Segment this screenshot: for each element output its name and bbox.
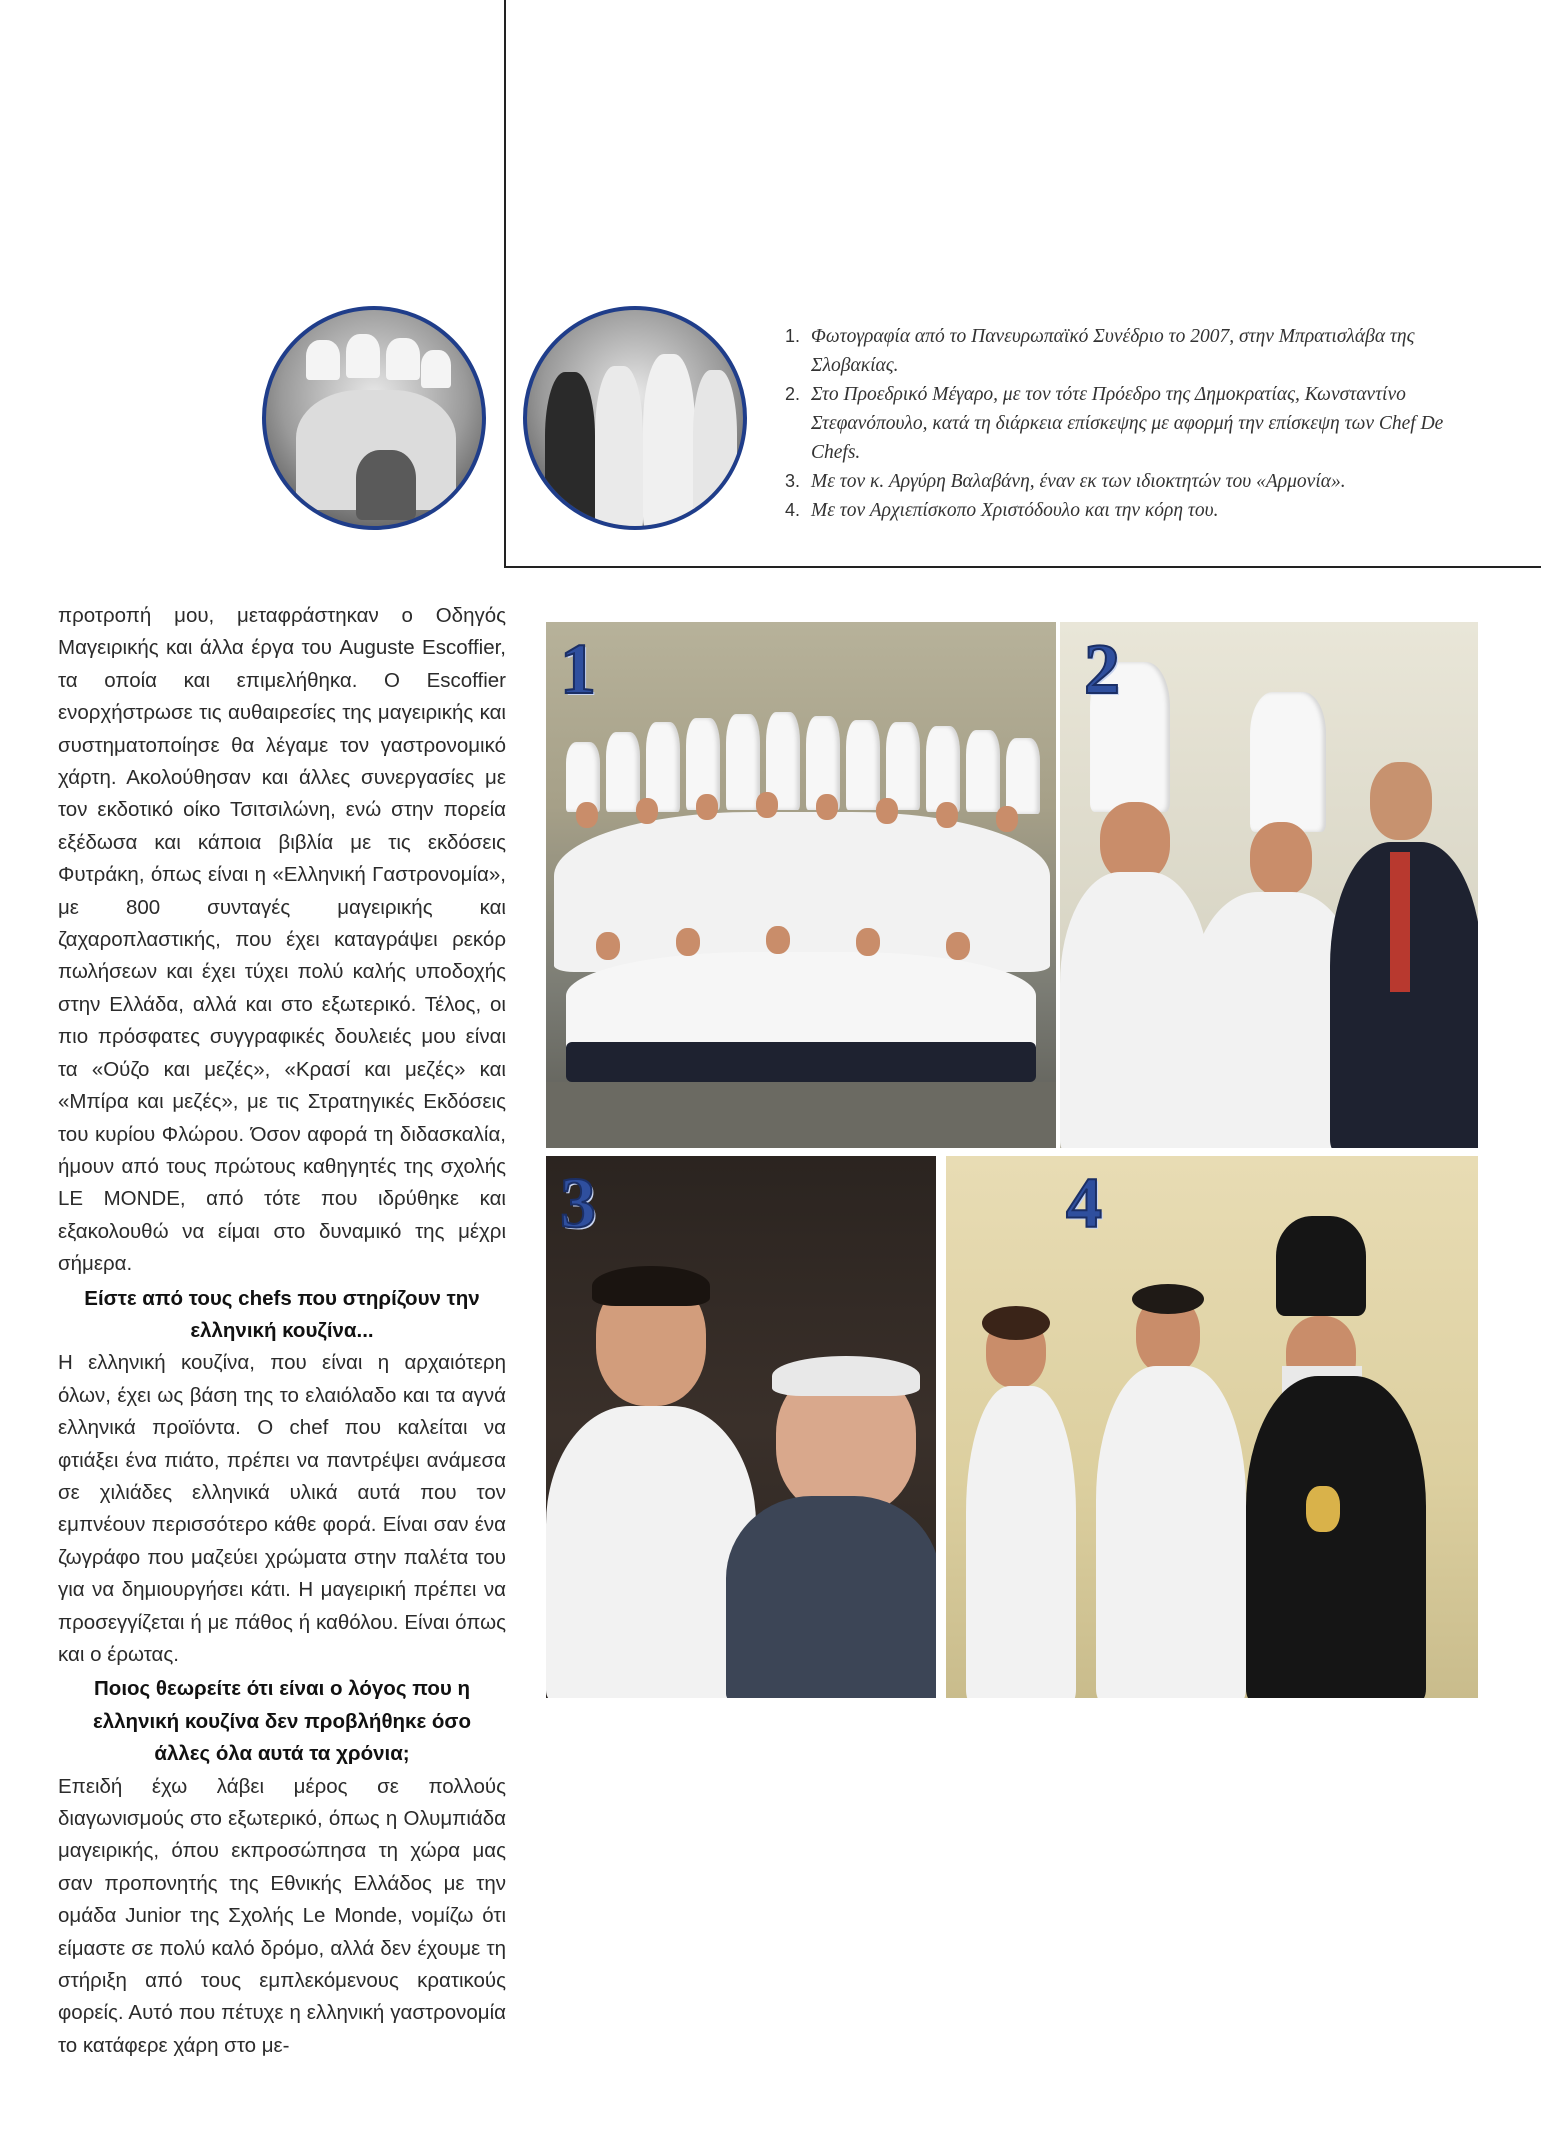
interview-question: Είστε από τους chefs που στηρίζουν την ελληνική κουζίνα...: [84, 1286, 480, 1342]
caption-number: 4.: [785, 500, 801, 520]
article-paragraph: προτροπή μου, μεταφράστηκαν ο Οδηγός Μαγειρικής και άλλα έργα του Auguste Escoffier, τα οποία και επιμελήθηκα. Ο Escoffier ενορχήστρωσε τις αυθαιρεσίες της μαγειρικής και συστηματοποίησε θα λέγαμε τον γαστρονομικό χάρτη. Ακολούθησαν και άλλες συνεργασίες με τον εκδοτικό οίκο Τσιτσιλώνη, ενώ στην πορεία εξέδωσα και κάποια βιβλία με τις εκδόσεις Φυτράκη, όπως είναι η «Ελληνική Γαστρονομία», με 800 συνταγές μαγειρικής και ζαχαροπλαστικής, που έχει καταγράψει ρεκόρ πωλήσεων και έχει τύχει πολύ καλής υποδοχής στην Ελλάδα, αλλά και στο εξωτερικό. Τέλος, οι πιο πρόσφατες συγγραφικές δουλειές μου είναι τα «Ούζο και μεζές», «Κρασί και μεζές» και «Μπίρα και μεζές», με τις Στρατηγικές Εκδόσεις του κυρίου Φλώρου. Όσον αφορά τη διδασκαλία, ήμουν από τους πρώτους καθηγητές της σχολής LE MONDE, από τότε που ιδρύθηκε και εξακολουθώ να είμαι στο δυναμικό της μέχρι σήμερα.: [58, 604, 506, 1276]
photo-number-badge: 1: [560, 629, 596, 709]
photo-3-chef-with-guest: [544, 1154, 938, 1700]
caption-text: Στο Προεδρικό Μέγαρο, με τον τότε Πρόεδρο της Δημοκρατίας, Κωνσταντίνο Στεφανόπουλο, κατά τη διάρκεια επίσκεψης με αφορμή την επίσκεψη των Chef De Chefs.: [811, 384, 1444, 463]
circle-photo-chefs-seated: [262, 306, 486, 530]
article-paragraph: Επειδή έχω λάβει μέρος σε πολλούς διαγωνισμούς στο εξωτερικό, όπως η Ολυμπιάδα μαγειρικής, όπου εκπροσώπησα τη χώρα μας σαν προπονητής της Εθνικής Ελλάδος με την ομάδα Junior της Σχολής Le Monde, νομίζω ότι είμαστε σε πολύ καλό δρόμο, αλλά δεν έχουμε τη στήριξη από τους εμπλεκόμενους κρατικούς φορείς. Αυτό που πέτυχε η ελληνική γαστρονομία το κατάφερε χάρη στο με-: [58, 1774, 506, 2057]
photo-captions: [785, 322, 1465, 525]
caption-text: Με τον κ. Αργύρη Βαλαβάνη, έναν εκ των ιδιοκτητών του «Αρμονία».: [811, 471, 1346, 492]
photo-4-with-archbishop: [944, 1154, 1480, 1700]
caption-number: 2.: [785, 384, 801, 404]
photo-number-badge: 4: [1066, 1163, 1102, 1243]
caption-item: [785, 496, 1465, 525]
caption-item: [785, 322, 1465, 380]
article-body: [58, 600, 506, 2062]
caption-number: 3.: [785, 471, 801, 491]
caption-number: 1.: [785, 326, 801, 346]
photo-number-badge: 2: [1084, 629, 1120, 709]
circle-photo-chefs-standing: [523, 306, 747, 530]
interview-question: Ποιος θεωρείτε ότι είναι ο λόγος που η ελληνική κουζίνα δεν προβλήθηκε όσο άλλες όλα αυτά τα χρόνια;: [93, 1677, 471, 1766]
caption-text: Με τον Αρχιεπίσκοπο Χριστόδουλο και την κόρη του.: [811, 500, 1219, 521]
caption-text: Φωτογραφία από το Πανευρωπαϊκό Συνέδριο το 2007, στην Μπρατισλάβα της Σλοβακίας.: [811, 326, 1415, 376]
photo-number-badge: 3: [560, 1163, 596, 1243]
caption-item: [785, 380, 1465, 467]
article-paragraph: Η ελληνική κουζίνα, που είναι η αρχαιότερη όλων, έχει ως βάση της το ελαιόλαδο και τα αγνά ελληνικά προϊόντα. Ο chef που καλείται να φτιάξει ένα πιάτο, πρέπει να παντρέψει ανάμεσα σε χιλιάδες ελληνικά υλικά αυτά που τον εμπνέουν περισσότερο κάθε φορά. Είναι σαν ένα ζωγράφο που μαζεύει χρώματα στην παλέτα του για να δημιουργήσει κάτι. Η μαγειρική πρέπει να προσεγγίζεται ή με πάθος ή καθόλου. Είναι όπως και ο έρωτας.: [58, 1351, 506, 1666]
caption-item: [785, 467, 1465, 496]
photo-2-handshake: [1058, 620, 1480, 1150]
photo-1-group-chefs: [544, 620, 1058, 1150]
